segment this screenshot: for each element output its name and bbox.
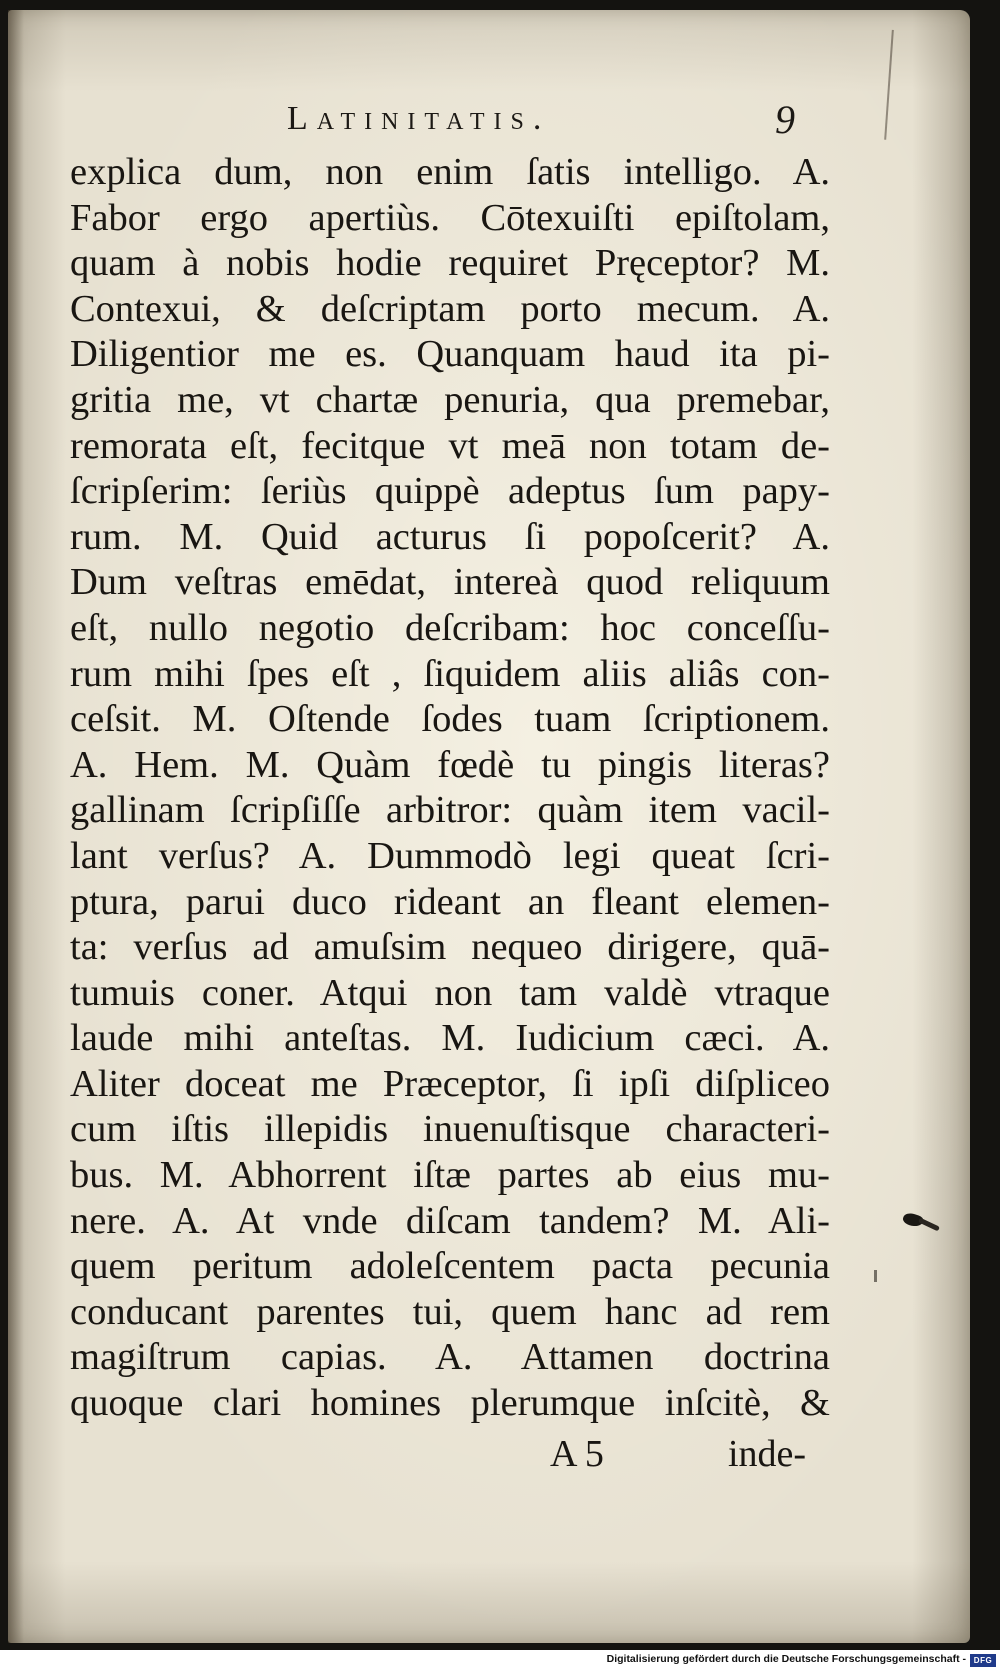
text-line: Aliter doceat me Præceptor, ſi ipſi diſpliceo: [70, 1062, 830, 1105]
catchword: inde-: [728, 1433, 807, 1475]
text-line: explica dum, non enim ſatis intelligo. A.: [70, 151, 830, 193]
page-number: 9: [775, 97, 795, 142]
text-line: Fabor ergo apertiùs. Cōtexuiſti epiſtolam,: [70, 196, 830, 239]
text-line: rum. M. Quid acturus ſi popoſcerit? A.: [70, 515, 830, 558]
text-line: Diligentior me es. Quanquam haud ita pi-: [70, 333, 830, 376]
text-line: ta: verſus ad amuſsim nequeo dirigere, quā-: [70, 926, 830, 969]
page-header: [0, 97, 1000, 144]
catchline: [0, 1432, 1000, 1480]
text-line: ſcripſerim: ſeriùs quippè adeptus ſum papy-: [70, 470, 830, 513]
text-line: eſt, nullo negotio deſcribam: hoc conceſſu-: [70, 606, 830, 649]
text-line: quem peritum adoleſcentem pacta pecunia: [70, 1245, 830, 1288]
text-line: ptura, parui duco rideant an fleant elemen-: [70, 880, 830, 923]
text-line: laude mihi anteſtas. M. Iudicium cæci. A.: [70, 1017, 830, 1060]
text-line: magiſtrum capias. A. Attamen doctrina: [70, 1336, 830, 1379]
dfg-logo-icon: DFG: [970, 1654, 996, 1667]
signature-mark: A 5: [550, 1433, 604, 1475]
text-line: lant verſus? A. Dummodò legi queat ſcri-: [70, 834, 830, 877]
text-line: gritia me, vt chartæ penuria, qua premebar,: [70, 378, 830, 421]
body-text: [70, 150, 830, 1427]
text-line: gallinam ſcripſiſſe arbitror: quàm item vacil-: [70, 789, 830, 832]
digitization-footer: [0, 1650, 1000, 1672]
text-line: conducant parentes tui, quem hanc ad rem: [70, 1290, 830, 1333]
text-line: tumuis coner. Atqui non tam valdè vtraque: [70, 971, 830, 1014]
text-line: ceſsit. M. Oſtende ſodes tuam ſcriptionem.: [70, 698, 830, 741]
running-title: Latinitatis.: [287, 100, 551, 137]
funding-credit: Digitalisierung gefördert durch die Deutsche Forschungsgemeinschaft -: [606, 1653, 966, 1665]
page-gutter-shadow: [8, 10, 24, 1643]
text-line: quoque clari homines plerumque inſcitè, &: [70, 1382, 830, 1425]
text-line: quam à nobis hodie requiret Pręceptor? M.: [70, 242, 830, 285]
text-line: bus. M. Abhorrent iſtæ partes ab eius mu-: [70, 1154, 830, 1197]
text-line: A. Hem. M. Quàm fœdè tu pingis literas?: [70, 743, 830, 786]
text-line: Dum veſtras emēdat, intereà quod reliquum: [70, 561, 830, 604]
text-line: rum mihi ſpes eſt , ſiquidem aliis aliâs con-: [70, 652, 830, 695]
text-line: nere. A. At vnde diſcam tandem? M. Ali-: [70, 1199, 830, 1242]
text-line: remorata eſt, fecitque vt meā non totam de-: [70, 424, 830, 467]
text-line: Contexui, & deſcriptam porto mecum. A.: [70, 287, 830, 330]
dust-speck: [874, 1270, 877, 1282]
text-line: cum iſtis illepidis inuenuſtisque characteri-: [70, 1108, 830, 1151]
